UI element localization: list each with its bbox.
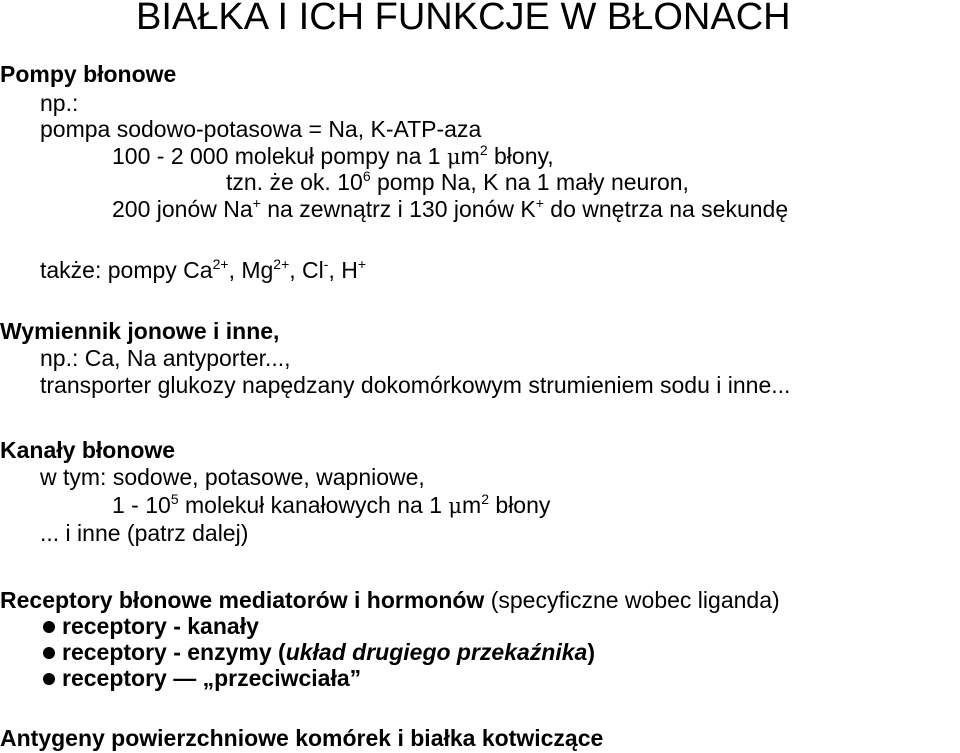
receptors-heading: Receptory błonowe mediatorów i hormonów (specyficzne wobec liganda) (0, 587, 780, 613)
channels-heading: Kanały błonowe (0, 437, 176, 463)
pumps-heading: Pompy błonowe (0, 61, 177, 87)
channels-line1: w tym: sodowe, potasowe, wapniowe, (40, 464, 425, 490)
pumps-line2: 100 - 2 000 molekuł pompy na 1 $\mu m^2$ błony, (112, 142, 554, 169)
channels-line2: $1 - 10^5$ molekuł kanałowych na 1 $\mu m^2$ błony (112, 491, 551, 518)
bullet-icon (43, 673, 55, 685)
exchangers-heading: Wymiennik jonowe i inne, (0, 318, 280, 344)
pumps-line4: 200 jonów Na+ na zewnątrz i 130 jonów K+ do wnętrza na sekundę (112, 195, 789, 222)
receptor-item-antibodies: receptory — „przeciwciała” (62, 665, 362, 691)
bullet-icon (43, 647, 55, 659)
channels-line3: ... i inne (patrz dalej) (40, 520, 249, 546)
pumps-line3: tzn. że ok. $10^6$ pomp Na, K na 1 mały neuron, (226, 168, 689, 195)
pumps-eg: np.: (40, 90, 79, 116)
receptor-item-channels: receptory - kanały (62, 613, 259, 639)
exchangers-line1: np.: Ca, Na antyporter..., (40, 345, 291, 371)
receptor-item-enzymes: receptory - enzymy (układ drugiego przekaźnika) (62, 639, 596, 665)
pumps-also: także: pompy $Ca^{2+}$, $Mg^{2+}$, Cl-, H+ (40, 256, 367, 283)
bullet-icon (43, 621, 55, 633)
exchangers-line2: transporter glukozy napędzany dokomórkowym strumieniem sodu i inne... (40, 372, 791, 398)
pumps-line1: pompa sodowo-potasowa = Na, K-ATP-aza (40, 116, 482, 142)
page-title: BIAŁKA I ICH FUNKCJE W BŁONACH (136, 0, 791, 38)
antigens-heading: Antygeny powierzchniowe komórek i białka kotwiczące (0, 725, 604, 751)
